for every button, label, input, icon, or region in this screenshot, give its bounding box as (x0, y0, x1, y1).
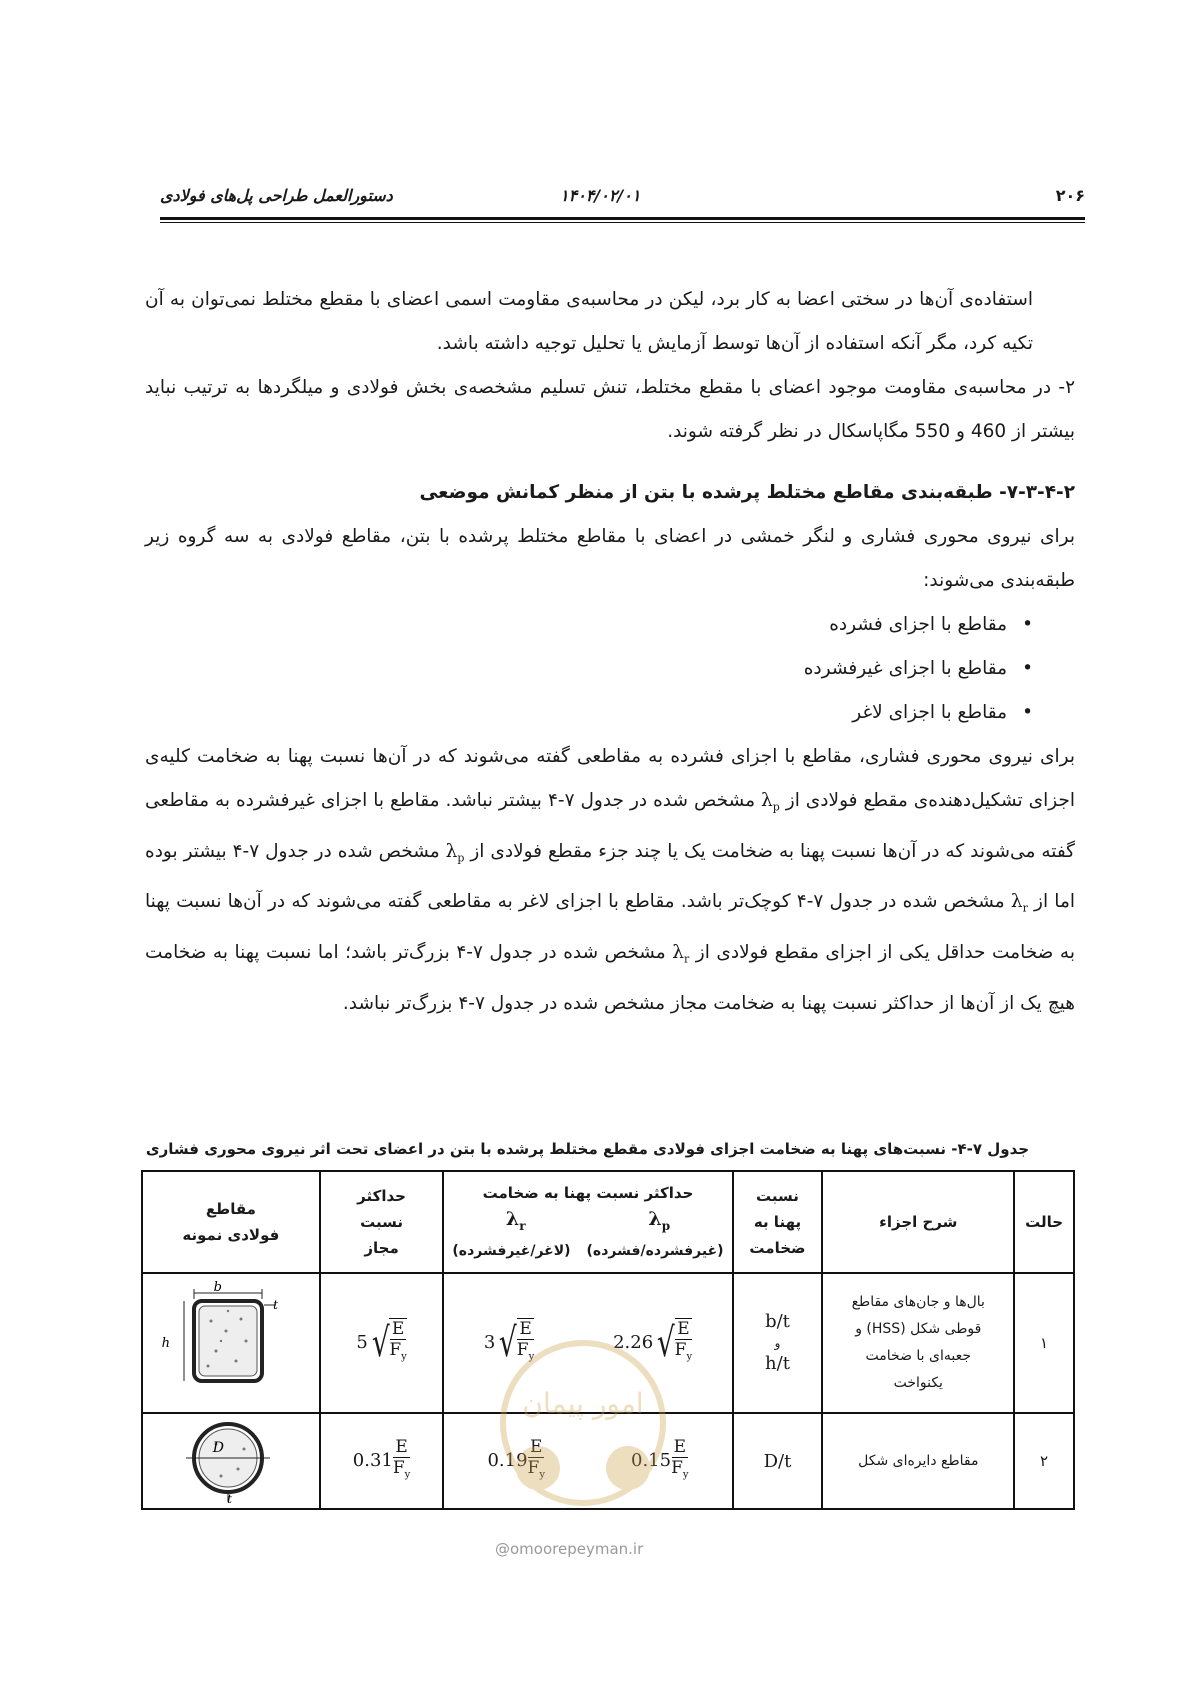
row-case: ۲ (1014, 1413, 1074, 1509)
header-desc: شرح اجزاء (822, 1171, 1014, 1273)
row-desc: مقاطع دایره‌ای شکل (822, 1413, 1014, 1509)
bullet-item: • مقاطع با اجزای فشرده (145, 603, 1033, 647)
header-date: ۱۴۰۴/۰۲/۰۱ (560, 186, 641, 205)
bullet-item: • مقاطع با اجزای لاغر (145, 691, 1033, 735)
lambda-p-value: 0.15 $\frac{E}{F_y}$ (631, 1436, 689, 1481)
table-row (142, 1273, 1074, 1413)
row-allowed: 0.31 $\frac{E}{F_y}$ (320, 1413, 444, 1509)
page-number: ۲۰۶ (1055, 186, 1085, 205)
row-ratio: D/t (733, 1413, 823, 1509)
header-allowed: حداکثر نسبت مجاز (320, 1171, 444, 1273)
label-b: b (213, 1280, 222, 1295)
bullet-list (145, 603, 1075, 735)
row-allowed: 5 √ $\frac{E}{F_y}$ (320, 1273, 444, 1413)
header-rule-thin (160, 222, 1085, 223)
table-caption: جدول ۷-۴- نسبت‌های پهنا به ضخامت اجزای فولادی مقطع مختلط پرشده با بتن در اعضای تحت اثر نیروی محوری فشاری (145, 1140, 1030, 1158)
label-d: D (212, 1440, 224, 1456)
lambda-r-head: $\lambda_r$ (505, 1207, 526, 1233)
list-item-2: ۲- در محاسبه‌ی مقاومت موجود اعضای با مقطع مختلط، تنش تسلیم مشخصه‌ی بخش فولادی و میلگردها به ترتیب نباید بیشتر از 460 و 550 مگاپاسکال در نظر گرفته شوند. (145, 377, 1075, 442)
lambda-r-value: 3 √ $\frac{E}{F_y}$ (483, 1319, 535, 1366)
watermark-logo-text: امور پیمان (522, 1387, 644, 1420)
bullet-item: • مقاطع با اجزای غیرفشرده (145, 647, 1033, 691)
lambda-p-symbol: $\lambda_p$ (445, 840, 465, 865)
row-ratio: b/t و h/t (733, 1273, 823, 1413)
header-case: حالت (1014, 1171, 1074, 1273)
label-t: t (227, 1492, 232, 1506)
watermark-url: @omoorepeyman.ir (495, 1540, 644, 1558)
lambda-p-head: $\lambda_p$ (648, 1207, 671, 1233)
header-sample: مقاطع فولادی نمونه (142, 1171, 320, 1273)
row-desc: بال‌ها و جان‌های مقاطع قوطی شکل (HSS) و جعبه‌ای با ضخامت یکنواخت (822, 1273, 1014, 1413)
section-heading: ۷-۳-۴-۲- طبقه‌بندی مقاطع مختلط پرشده با بتن از منظر کمانش موضعی (419, 482, 1075, 503)
lambda-r-value: 0.19 $\frac{E}{F_y}$ (487, 1436, 545, 1481)
paragraph-continuation: استفاده‌ی آن‌ها در سختی اعضا به کار برد، لیکن در محاسبه‌ی مقاومت اسمی اعضای با مقطع مختلط نمی‌توان به آن تکیه کرد، مگر آنکه استفاده از آن‌ها توسط آزمایش یا تحلیل توجیه داشته باشد. (145, 289, 1033, 354)
page-header (160, 186, 1085, 212)
header-rule-thick (160, 217, 1085, 220)
width-thickness-table (141, 1170, 1075, 1510)
header-max-ratio: حداکثر نسبت پهنا به ضخامت $\lambda_p$ $\lambda_r$ (غیرفشرده/فشرده) (لاغر/غیرفشرده) (443, 1171, 732, 1273)
row-lambda-values (443, 1413, 732, 1509)
lambda-p-value: 2.26 √ $\frac{E}{F_y}$ (613, 1319, 693, 1366)
intro-paragraph: برای نیروی محوری فشاری و لنگر خمشی در اعضای با مقاطع مختلط پرشده با بتن، مقاطع فولادی به سه گروه زیر طبقه‌بندی می‌شوند: (145, 526, 1075, 591)
lambda-p-symbol: $\lambda_p$ (761, 790, 780, 814)
row-sample-figure (142, 1273, 320, 1413)
row-sample-figure (142, 1413, 320, 1509)
lambda-r-symbol: $\lambda_r$ (672, 942, 690, 966)
table-header-row (142, 1171, 1074, 1273)
label-h: h (161, 1336, 170, 1351)
row-lambda-values (443, 1273, 732, 1413)
row-case: ۱ (1014, 1273, 1074, 1413)
body-text (145, 278, 1075, 1026)
label-t: t (273, 1298, 278, 1312)
header-title: دستورالعمل طراحی پل‌های فولادی (160, 186, 393, 205)
lambda-r-symbol: $\lambda_r$ (1010, 891, 1028, 916)
hss-box-section-figure (161, 1280, 296, 1401)
table-row (142, 1413, 1074, 1509)
header-ratio: نسبت پهنا به ضخامت (733, 1171, 823, 1273)
classification-paragraph: برای نیروی محوری فشاری، مقاطع با اجزای فشرده به مقاطعی گفته می‌شوند که در آن‌ها نسبت پهنا به ضخامت کلیه‌ی اجزای تشکیل‌دهنده‌ی مقطع فولادی از $\lambda_p$ مشخص شده در جدول ۷-۴ بیشتر نباشد. مقاطع با اجزای غیرفشرده به مقاطعی گفته می‌شوند که در آن‌ها نسبت پهنا به ضخامت یک یا چند جزء مقطع فولادی از $\lambda_p$ مشخص شده در جدول ۷-۴ بیشتر بوده اما از $\lambda_r$ مشخص شده در جدول ۷-۴ کوچک‌تر باشد. مقاطع با اجزای لاغر به مقاطعی گفته می‌شوند که در آن‌ها نسبت پهنا به ضخامت حداقل یکی از اجزای مقطع فولادی از $\lambda_r$ مشخص شده در جدول ۷-۴ بزرگ‌تر باشد؛ اما نسبت پهنا به ضخامت هیچ یک از آن‌ها از حداکثر نسبت پهنا به ضخامت مجاز مشخص شده در جدول ۷-۴ بزرگ‌تر نباشد. (145, 746, 1076, 1014)
circular-section-figure (166, 1414, 296, 1504)
